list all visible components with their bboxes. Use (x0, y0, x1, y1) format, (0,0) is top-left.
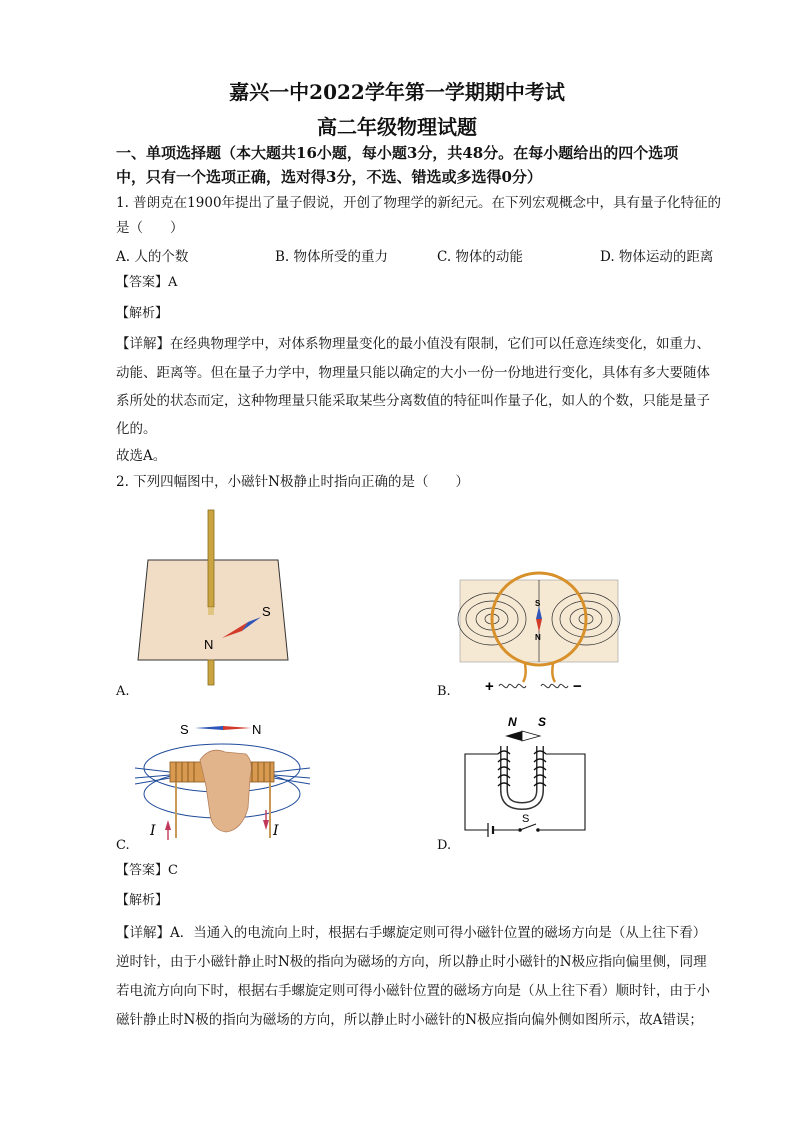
fig-c-n-label: N (252, 722, 262, 737)
q1-detail-line2: 动能、距离等。但在量子力学中，物理量只能以确定的大小一份一份地进行变化，具体有多大要随体 (116, 365, 710, 381)
figure-b (455, 566, 623, 696)
q2-detail-line4: 磁针静止时N极的指向为磁场的方向，所以静止时小磁针的N极应指向偏外侧如图所示，故A错误； (116, 1012, 703, 1028)
fig-label-d: D. (437, 838, 452, 853)
q2-analysis: 【解析】 (116, 893, 169, 908)
fig-label-c: C. (116, 838, 130, 853)
q1-stem-line1: 1. 普朗克在1900年提出了量子假说，开创了物理学的新纪元。在下列宏观概念中，具有量子化特征的 (116, 195, 722, 211)
fig-d-switch-label: S (522, 813, 530, 825)
q1-detail-line5: 故选A。 (116, 448, 167, 464)
fig-c-s-label: S (180, 722, 189, 737)
exam-subtitle: 高二年级物理试题 (317, 115, 477, 139)
q1-answer: 【答案】A (116, 275, 178, 290)
fig-d-n-label: N (508, 715, 517, 729)
q1-analysis: 【解析】 (116, 306, 169, 321)
figure-d (460, 712, 590, 837)
q1-detail-line4: 化的。 (116, 421, 157, 437)
fig-b-minus-label: − (573, 678, 582, 695)
figure-c (130, 718, 315, 843)
section-heading-line2: 中，只有一个选项正确，选对得3分，不选、错选或多选得0分） (116, 168, 542, 186)
fig-b-s-label: S (535, 599, 541, 608)
fig-b-plus-label: + (485, 678, 494, 695)
fig-b-n-label: N (535, 633, 541, 642)
q1-option-b: B. 物体所受的重力 (275, 249, 389, 265)
fig-a-n-label: N (204, 637, 214, 652)
q2-detail-line1: 【详解】A．当通入的电流向上时，根据右手螺旋定则可得小磁针位置的磁场方向是（从上往下看） (116, 925, 707, 941)
q1-option-d: D. 物体运动的距离 (600, 249, 714, 265)
q2-detail-line3: 若电流方向向下时，根据右手螺旋定则可得小磁针位置的磁场方向是（从上往下看）顺时针，由于小 (116, 983, 710, 999)
section-heading-line1: 一、单项选择题（本大题共16小题，每小题3分，共48分。在每小题给出的四个选项 (116, 144, 679, 162)
q2-stem: 2. 下列四幅图中，小磁针N极静止时指向正确的是（ ） (116, 474, 469, 490)
q1-detail-line1: 【详解】在经典物理学中，对体系物理量变化的最小值没有限制，它们可以任意连续变化，如重力、 (116, 336, 710, 352)
fig-a-s-label: S (262, 604, 271, 619)
fig-c-current-left: I (150, 823, 156, 839)
q1-detail-line3: 系所处的状态而定，这种物理量只能采取某些分离数值的特征叫作量子化，如人的个数，只能是量子 (116, 393, 710, 409)
fig-label-b: B. (437, 684, 451, 699)
q2-detail-line2: 逆时针，由于小磁针静止时N极的指向为磁场的方向，所以静止时小磁针的N极应指向偏里侧，同理 (116, 954, 707, 970)
q1-option-c: C. 物体的动能 (437, 249, 523, 265)
fig-label-a: A. (116, 684, 130, 699)
fig-d-s-label: S (538, 715, 547, 729)
right-hand-icon (200, 750, 251, 832)
fig-c-current-right: I (273, 823, 279, 839)
q2-answer: 【答案】C (116, 863, 178, 878)
figure-a (130, 505, 305, 690)
exam-title: 嘉兴一中2022学年第一学期期中考试 (229, 80, 565, 104)
q1-stem-line2: 是（ ） (116, 220, 184, 236)
q1-option-a: A. 人的个数 (116, 249, 189, 265)
